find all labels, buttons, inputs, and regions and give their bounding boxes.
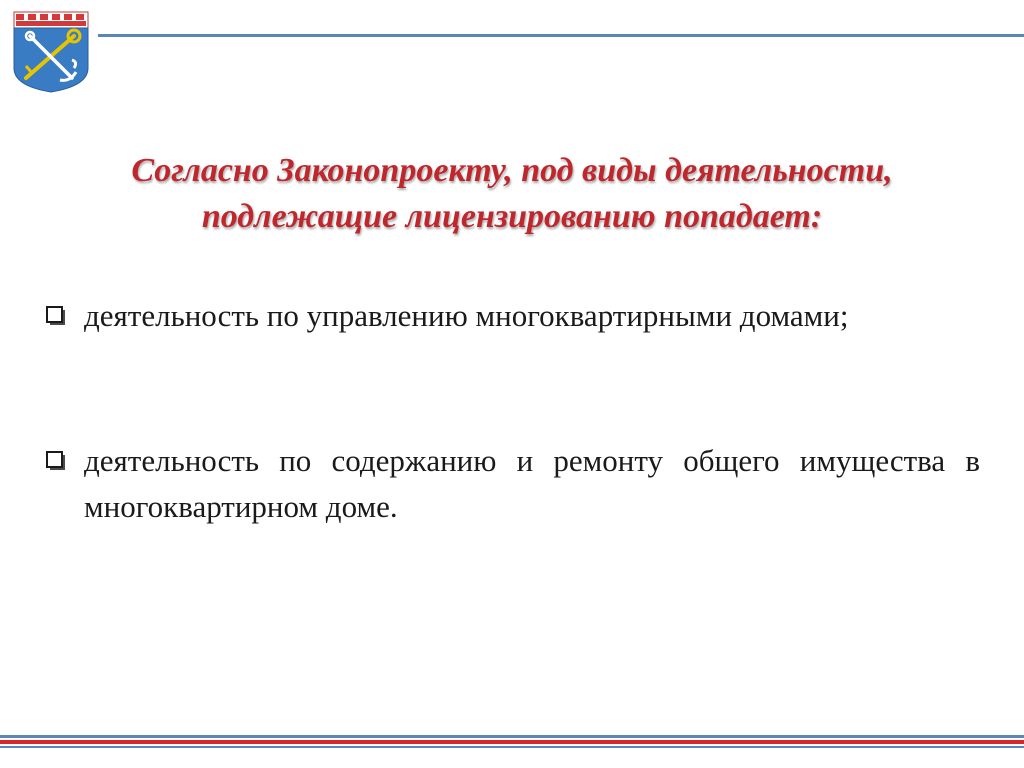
slide-heading-line-1: Согласно Законопроекту, под виды деятельности, [131,152,893,189]
coat-of-arms-icon [12,10,90,94]
slide-heading-line-2: подлежащие лицензированию попадает: [201,198,823,235]
checkbox-bullet-icon [46,306,66,326]
list-item [46,438,980,530]
footer-rules [0,735,1024,751]
checkbox-bullet-icon [46,451,66,471]
coat-of-arms-emblem [12,10,90,94]
footer-rule-blue-bottom [0,746,1024,748]
footer-rule-red [0,740,1024,744]
list-item-text: деятельность по управлению многоквартирными домами; [84,298,849,333]
list-item-text: деятельность по содержанию и ремонту общего имущества в многоквартирном доме. [84,443,980,524]
footer-rule-blue-top [0,735,1024,738]
header-rule [98,34,1024,37]
list-item [46,293,980,339]
slide-heading [60,148,964,240]
